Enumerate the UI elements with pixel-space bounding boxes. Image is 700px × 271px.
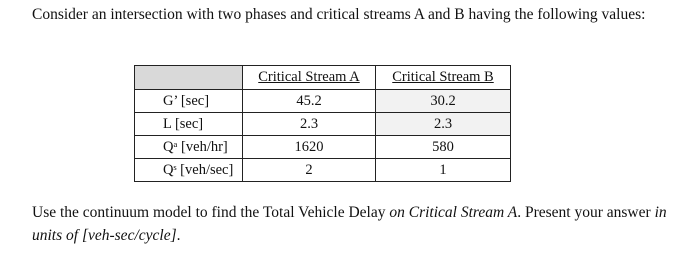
row-label-lost-time: L [sec] — [135, 113, 243, 136]
cell-stream-b-green-time: 30.2 — [376, 90, 511, 113]
question-text-2: . Present your answer — [517, 204, 655, 221]
cell-stream-b-lost-time: 2.3 — [376, 113, 511, 136]
row-label-arrival-flow: Qᵃ [veh/hr] — [135, 136, 243, 159]
cell-stream-a-green-time: 45.2 — [243, 90, 376, 113]
question-text-3: . — [176, 227, 181, 244]
table-row — [135, 90, 511, 113]
question-text-1: Use the continuum model to find the Total Vehicle Delay — [32, 204, 390, 221]
column-header-stream-b: Critical Stream B — [376, 66, 511, 90]
cell-stream-a-arrival-flow: 1620 — [243, 136, 376, 159]
cell-stream-a-lost-time: 2.3 — [243, 113, 376, 136]
problem-question — [32, 201, 672, 247]
cell-stream-b-saturation-flow: 1 — [376, 159, 511, 182]
table-row — [135, 113, 511, 136]
table-corner-cell — [135, 66, 243, 90]
question-emphasis-units: in units of [veh-sec/cycle] — [32, 204, 667, 244]
table-row — [135, 136, 511, 159]
table-row — [135, 159, 511, 182]
row-label-green-time: G’ [sec] — [135, 90, 243, 113]
question-emphasis-stream: on Critical Stream A — [389, 204, 518, 221]
column-header-stream-a: Critical Stream A — [243, 66, 376, 90]
cell-stream-a-saturation-flow: 2 — [243, 159, 376, 182]
row-label-saturation-flow: Qˢ [veh/sec] — [135, 159, 243, 182]
table-header-row — [135, 66, 511, 90]
values-table — [134, 65, 511, 182]
problem-intro: Consider an intersection with two phases and critical streams A and B having the following values: — [32, 6, 646, 23]
cell-stream-b-arrival-flow: 580 — [376, 136, 511, 159]
